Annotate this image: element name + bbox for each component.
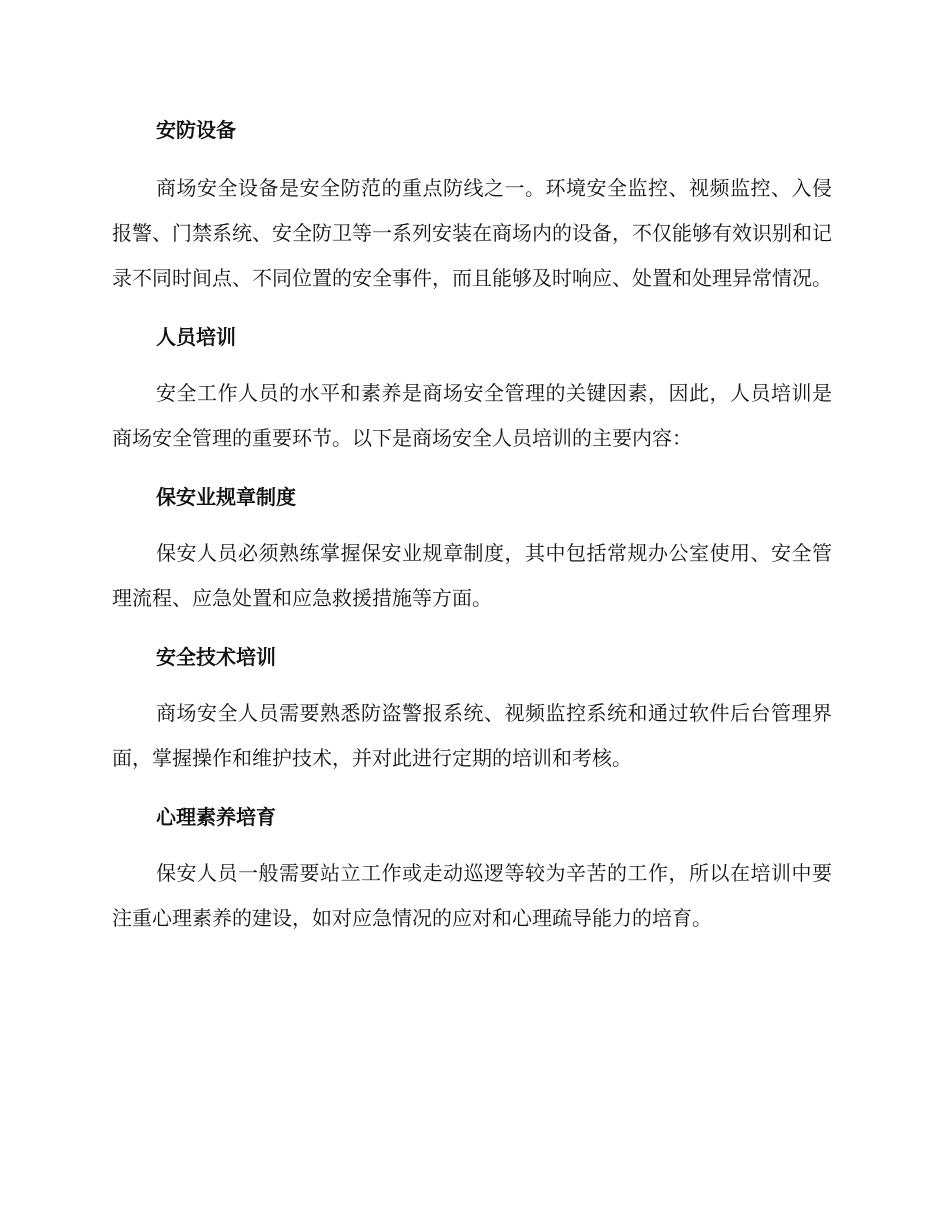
section-body-technical-training: 商场安全人员需要熟悉防盗警报系统、视频监控系统和通过软件后台管理界面，掌握操作和维护技术，并对此进行定期的培训和考核。 <box>112 701 832 770</box>
section-body-security-equipment: 商场安全设备是安全防范的重点防线之一。环境安全监控、视频监控、入侵报警、门禁系统、安全防卫等一系列安装在商场内的设备，不仅能够有效识别和记录不同时间点、不同位置的安全事件，而且能够及时响应、处置和处理异常情况。 <box>112 176 832 290</box>
section-heading-regulations: 保安业规章制度 <box>156 485 296 509</box>
section-heading-staff-training: 人员培训 <box>156 325 236 349</box>
section-heading-psychological-cultivation: 心理素养培育 <box>156 805 276 829</box>
section-body-psychological-cultivation: 保安人员一般需要站立工作或走动巡逻等较为辛苦的工作，所以在培训中要注重心理素养的建设，如对应急情况的应对和心理疏导能力的培育。 <box>112 861 832 930</box>
section-body-staff-training: 安全工作人员的水平和素养是商场安全管理的关键因素，因此，人员培训是商场安全管理的重要环节。以下是商场安全人员培训的主要内容： <box>112 381 832 450</box>
section-heading-security-equipment: 安防设备 <box>156 118 236 142</box>
document-page <box>112 108 832 941</box>
section-body-regulations: 保安人员必须熟练掌握保安业规章制度，其中包括常规办公室使用、安全管理流程、应急处置和应急救援措施等方面。 <box>112 541 832 610</box>
section-heading-technical-training: 安全技术培训 <box>156 645 276 669</box>
